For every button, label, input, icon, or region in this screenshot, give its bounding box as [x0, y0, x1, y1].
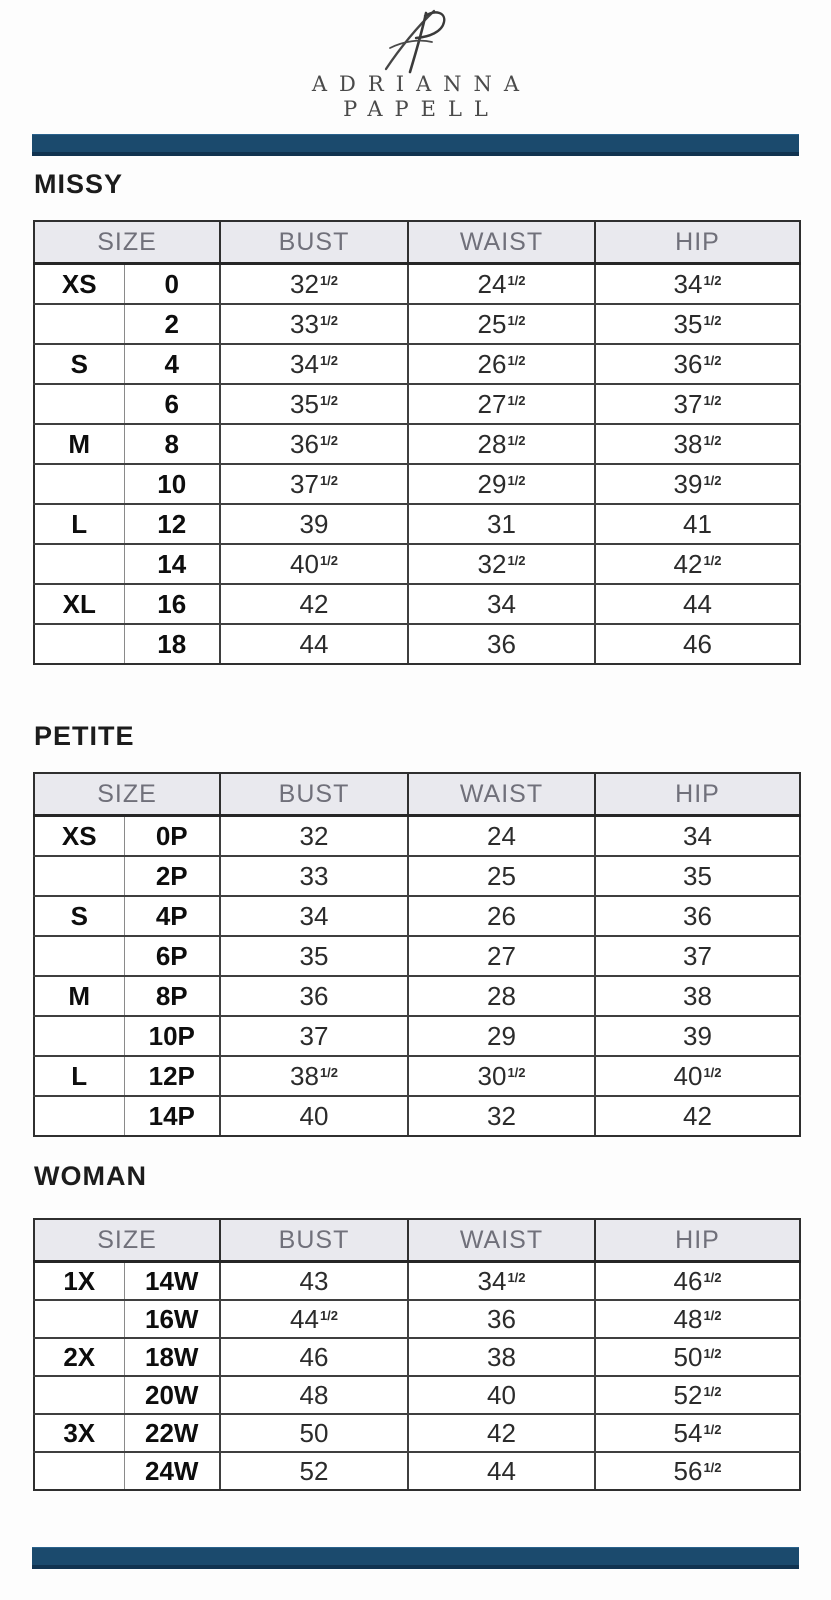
- cell-number-size: 4: [124, 344, 220, 384]
- cell-waist: 40: [408, 1376, 595, 1414]
- table-row: [34, 624, 800, 664]
- cell-hip: 37: [595, 936, 800, 976]
- cell-bust: 44: [220, 624, 408, 664]
- top-divider-bar: [32, 134, 799, 156]
- column-header-size: SIZE: [34, 773, 220, 816]
- table-row: [34, 816, 800, 857]
- table-row: [34, 464, 800, 504]
- table-row: [34, 384, 800, 424]
- cell-hip: $34^{1/2}$: [595, 264, 800, 305]
- cell-number-size: 14: [124, 544, 220, 584]
- cell-hip: $40^{1/2}$: [595, 1056, 800, 1096]
- cell-hip: $39^{1/2}$: [595, 464, 800, 504]
- cell-waist: 26: [408, 896, 595, 936]
- cell-alpha-size: 2X: [34, 1338, 124, 1376]
- cell-bust: 36: [220, 976, 408, 1016]
- cell-waist: 44: [408, 1452, 595, 1490]
- table-row: [34, 936, 800, 976]
- cell-bust: $32^{1/2}$: [220, 264, 408, 305]
- cell-waist: $24^{1/2}$: [408, 264, 595, 305]
- cell-bust: 50: [220, 1414, 408, 1452]
- cell-alpha-size: [34, 1300, 124, 1338]
- cell-bust: 37: [220, 1016, 408, 1056]
- cell-waist: 36: [408, 1300, 595, 1338]
- cell-number-size: 16W: [124, 1300, 220, 1338]
- cell-hip: 36: [595, 896, 800, 936]
- cell-number-size: 0: [124, 264, 220, 305]
- cell-bust: 32: [220, 816, 408, 857]
- cell-number-size: 10P: [124, 1016, 220, 1056]
- table-row: [34, 504, 800, 544]
- cell-hip: 39: [595, 1016, 800, 1056]
- cell-hip: $42^{1/2}$: [595, 544, 800, 584]
- brand-name: [0, 74, 831, 120]
- table-row: [34, 1376, 800, 1414]
- brand-monogram-icon: [368, 6, 464, 74]
- cell-bust: 48: [220, 1376, 408, 1414]
- cell-number-size: 24W: [124, 1452, 220, 1490]
- cell-waist: 28: [408, 976, 595, 1016]
- column-header-hip: HIP: [595, 1219, 800, 1262]
- section-title-missy: MISSY: [34, 169, 124, 199]
- cell-alpha-size: S: [34, 896, 124, 936]
- cell-number-size: 2: [124, 304, 220, 344]
- cell-bust: 42: [220, 584, 408, 624]
- cell-number-size: 18W: [124, 1338, 220, 1376]
- cell-alpha-size: XL: [34, 584, 124, 624]
- cell-bust: 43: [220, 1262, 408, 1301]
- column-header-waist: WAIST: [408, 221, 595, 264]
- brand-header: [0, 0, 831, 120]
- cell-number-size: 18: [124, 624, 220, 664]
- table-row: [34, 344, 800, 384]
- cell-alpha-size: [34, 624, 124, 664]
- cell-alpha-size: [34, 304, 124, 344]
- cell-waist: $28^{1/2}$: [408, 424, 595, 464]
- cell-hip: 44: [595, 584, 800, 624]
- cell-alpha-size: L: [34, 504, 124, 544]
- cell-number-size: 22W: [124, 1414, 220, 1452]
- cell-alpha-size: [34, 1096, 124, 1136]
- column-header-size: SIZE: [34, 221, 220, 264]
- cell-alpha-size: XS: [34, 816, 124, 857]
- table-row: [34, 1300, 800, 1338]
- cell-waist: $34^{1/2}$: [408, 1262, 595, 1301]
- table-row: [34, 304, 800, 344]
- size-table-woman: [33, 1218, 801, 1491]
- cell-hip: $37^{1/2}$: [595, 384, 800, 424]
- cell-alpha-size: 3X: [34, 1414, 124, 1452]
- cell-hip: $38^{1/2}$: [595, 424, 800, 464]
- cell-waist: $30^{1/2}$: [408, 1056, 595, 1096]
- column-header-hip: HIP: [595, 221, 800, 264]
- cell-waist: $26^{1/2}$: [408, 344, 595, 384]
- table-header-row: [34, 221, 800, 264]
- cell-hip: 42: [595, 1096, 800, 1136]
- cell-alpha-size: XS: [34, 264, 124, 305]
- cell-waist: 31: [408, 504, 595, 544]
- cell-number-size: 8P: [124, 976, 220, 1016]
- cell-bust: 34: [220, 896, 408, 936]
- cell-waist: $27^{1/2}$: [408, 384, 595, 424]
- table-row: [34, 1338, 800, 1376]
- table-row: [34, 1096, 800, 1136]
- cell-number-size: 16: [124, 584, 220, 624]
- table-header-row: [34, 1219, 800, 1262]
- cell-number-size: 8: [124, 424, 220, 464]
- cell-hip: $52^{1/2}$: [595, 1376, 800, 1414]
- cell-alpha-size: [34, 384, 124, 424]
- section-title-woman: WOMAN: [34, 1161, 147, 1191]
- cell-hip: $48^{1/2}$: [595, 1300, 800, 1338]
- cell-alpha-size: [34, 1016, 124, 1056]
- cell-number-size: 12P: [124, 1056, 220, 1096]
- cell-waist: 34: [408, 584, 595, 624]
- column-header-hip: HIP: [595, 773, 800, 816]
- cell-waist: 25: [408, 856, 595, 896]
- cell-bust: 52: [220, 1452, 408, 1490]
- cell-alpha-size: 1X: [34, 1262, 124, 1301]
- brand-name-line1: ADRIANNA: [311, 72, 532, 96]
- cell-alpha-size: [34, 936, 124, 976]
- cell-hip: 34: [595, 816, 800, 857]
- table-row: [34, 1414, 800, 1452]
- cell-bust: 39: [220, 504, 408, 544]
- cell-number-size: 14W: [124, 1262, 220, 1301]
- cell-waist: $25^{1/2}$: [408, 304, 595, 344]
- cell-number-size: 2P: [124, 856, 220, 896]
- cell-number-size: 0P: [124, 816, 220, 857]
- cell-hip: 41: [595, 504, 800, 544]
- cell-number-size: 12: [124, 504, 220, 544]
- cell-number-size: 10: [124, 464, 220, 504]
- cell-hip: 46: [595, 624, 800, 664]
- cell-waist: 36: [408, 624, 595, 664]
- cell-hip: $46^{1/2}$: [595, 1262, 800, 1301]
- cell-waist: $29^{1/2}$: [408, 464, 595, 504]
- table-row: [34, 544, 800, 584]
- table-row: [34, 856, 800, 896]
- cell-alpha-size: M: [34, 424, 124, 464]
- cell-hip: 35: [595, 856, 800, 896]
- cell-number-size: 14P: [124, 1096, 220, 1136]
- cell-alpha-size: [34, 856, 124, 896]
- table-row: [34, 424, 800, 464]
- size-table-missy: [33, 220, 801, 665]
- table-row: [34, 1016, 800, 1056]
- cell-waist: 32: [408, 1096, 595, 1136]
- cell-bust: $33^{1/2}$: [220, 304, 408, 344]
- cell-bust: $37^{1/2}$: [220, 464, 408, 504]
- bottom-divider-bar: [32, 1547, 799, 1569]
- cell-waist: 42: [408, 1414, 595, 1452]
- cell-bust: $34^{1/2}$: [220, 344, 408, 384]
- cell-bust: 40: [220, 1096, 408, 1136]
- cell-hip: $50^{1/2}$: [595, 1338, 800, 1376]
- cell-hip: $35^{1/2}$: [595, 304, 800, 344]
- cell-alpha-size: M: [34, 976, 124, 1016]
- cell-number-size: 6P: [124, 936, 220, 976]
- cell-bust: $40^{1/2}$: [220, 544, 408, 584]
- table-row: [34, 1262, 800, 1301]
- table-row: [34, 976, 800, 1016]
- table-row: [34, 1452, 800, 1490]
- column-header-bust: BUST: [220, 773, 408, 816]
- cell-alpha-size: S: [34, 344, 124, 384]
- cell-hip: 38: [595, 976, 800, 1016]
- cell-bust: 33: [220, 856, 408, 896]
- cell-bust: $44^{1/2}$: [220, 1300, 408, 1338]
- cell-alpha-size: [34, 1376, 124, 1414]
- table-row: [34, 896, 800, 936]
- cell-bust: $35^{1/2}$: [220, 384, 408, 424]
- cell-number-size: 20W: [124, 1376, 220, 1414]
- cell-waist: 27: [408, 936, 595, 976]
- cell-bust: $38^{1/2}$: [220, 1056, 408, 1096]
- column-header-bust: BUST: [220, 1219, 408, 1262]
- cell-hip: $36^{1/2}$: [595, 344, 800, 384]
- cell-hip: $54^{1/2}$: [595, 1414, 800, 1452]
- cell-alpha-size: L: [34, 1056, 124, 1096]
- brand-name-line2: PAPELL: [343, 97, 500, 121]
- cell-bust: $36^{1/2}$: [220, 424, 408, 464]
- cell-waist: 38: [408, 1338, 595, 1376]
- cell-waist: 29: [408, 1016, 595, 1056]
- table-row: [34, 1056, 800, 1096]
- cell-hip: $56^{1/2}$: [595, 1452, 800, 1490]
- cell-alpha-size: [34, 464, 124, 504]
- cell-bust: 46: [220, 1338, 408, 1376]
- column-header-bust: BUST: [220, 221, 408, 264]
- table-header-row: [34, 773, 800, 816]
- cell-bust: 35: [220, 936, 408, 976]
- column-header-waist: WAIST: [408, 773, 595, 816]
- cell-waist: $32^{1/2}$: [408, 544, 595, 584]
- cell-number-size: 4P: [124, 896, 220, 936]
- cell-alpha-size: [34, 1452, 124, 1490]
- table-row: [34, 584, 800, 624]
- section-title-petite: PETITE: [34, 721, 135, 751]
- cell-alpha-size: [34, 544, 124, 584]
- column-header-size: SIZE: [34, 1219, 220, 1262]
- column-header-waist: WAIST: [408, 1219, 595, 1262]
- cell-waist: 24: [408, 816, 595, 857]
- cell-number-size: 6: [124, 384, 220, 424]
- table-row: [34, 264, 800, 305]
- size-table-petite: [33, 772, 801, 1137]
